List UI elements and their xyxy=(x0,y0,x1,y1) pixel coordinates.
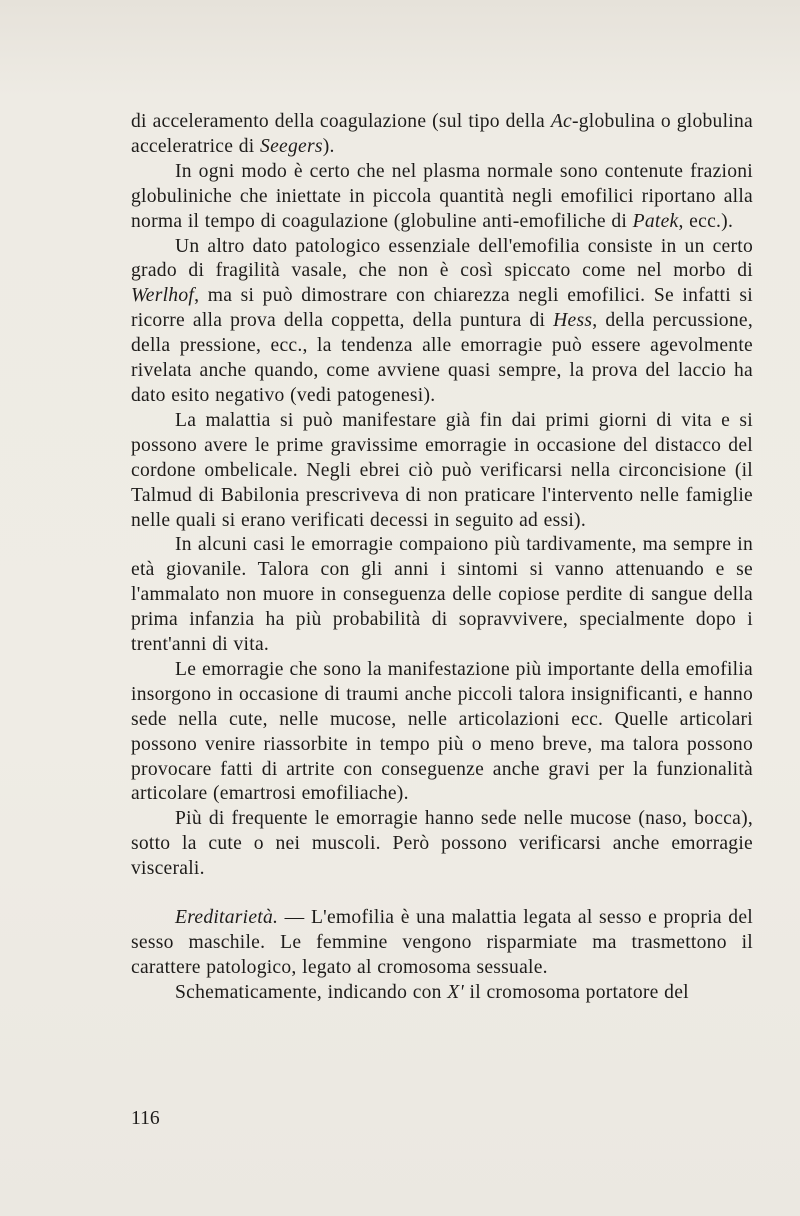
text-run: Schematicamente, indicando con xyxy=(175,981,448,1003)
text-run: Più di frequente le emorragie hanno sede nelle mucose (naso, bocca), sotto la cute o nei muscoli. Però possono verificarsi anche emorragie viscerali. xyxy=(131,808,753,880)
italic-text: Werlhof xyxy=(131,285,195,307)
text-run: , ma si può dimostrare con chiarezza negli emofilici. Se infatti si ricorre alla prova della coppetta, della puntura di xyxy=(131,285,753,332)
italic-text: Seegers xyxy=(260,135,323,157)
page-number: 116 xyxy=(131,1108,160,1129)
paragraph-schematicamente xyxy=(131,981,753,1006)
text-run: ). xyxy=(322,135,335,157)
paragraph-ereditarieta xyxy=(131,906,753,981)
paragraph-manifestazione-precoce xyxy=(131,409,753,534)
paragraph-emorragie-tardive xyxy=(131,533,753,658)
text-run: il cromosoma portatore del xyxy=(463,981,689,1003)
paragraph-manifestazione-emorragie xyxy=(131,658,753,807)
text-run: In alcuni casi le emorragie compaiono più tardivamente, ma sempre in età giovanile. Talora con gli anni i sintomi si vanno attenuando e se l'ammalato non muore in conseguenza delle copiose perdite di sangue della prima infanzia ha più probabilità di sopravvivere, specialmente dopo i trent'anni di vita. xyxy=(131,534,753,656)
text-run: , della percussione, della pressione, ecc., la tendenza alle emorragie può essere agevolmente rivelata anche quando, come avviene quasi sempre, la prova del laccio ha dato esito negativo (vedi patogenesi). xyxy=(131,310,753,406)
italic-text: Ereditarietà. xyxy=(175,907,279,929)
text-run: Le emorragie che sono la manifestazione più importante della emofilia insorgono in occasione di traumi anche piccoli talora insignificanti, e hanno sede nella cute, nelle mucose, nelle articolazioni ecc. Quelle articolari possono venire riassorbite in tempo più o meno breve, ma talora possono provocare fatti di artrite con conseguenze anche gravi per la funzionalità articolare (emartrosi emofiliache). xyxy=(131,658,753,805)
text-run: , ecc.). xyxy=(678,210,734,232)
body-text xyxy=(131,110,753,1006)
text-run: Un altro dato patologico essenziale dell'emofilia consiste in un certo grado di fragilità vasale, che non è così spiccato come nel morbo di xyxy=(131,235,753,282)
paragraph-ac-globulina xyxy=(131,110,753,160)
italic-text: Hess xyxy=(553,310,593,332)
italic-text: Patek xyxy=(632,210,679,232)
italic-text: Ac xyxy=(550,111,572,132)
text-run: In ogni modo è certo che nel plasma normale sono contenute frazioni globuliniche che iniettate in piccola quantità negli emofilici riportano alla norma il tempo di coagulazione (globuline anti-emofiliche di xyxy=(131,160,753,232)
text-run: -globulina o globulina acceleratrice di xyxy=(131,111,753,157)
paragraph-fragilita-vasale xyxy=(131,235,753,409)
text-run: La malattia si può manifestare già fin dai primi giorni di vita e si possono avere le prime gravissime emorragie in occasione del distacco del cordone ombelicale. Negli ebrei ciò può verificarsi nella circoncisione (il Talmud di Babilonia prescriveva di non praticare l'intervento nelle famiglie nelle quali si erano verificati decessi in seguito ad essi). xyxy=(131,409,753,531)
text-run: — L'emofilia è una malattia legata al sesso e propria del sesso maschile. Le femmine vengono risparmiate ma trasmettono il carattere patologico, legato al cromosoma sessuale. xyxy=(131,907,753,978)
paragraph-sede-emorragie xyxy=(131,807,753,882)
italic-text: X' xyxy=(447,981,464,1003)
paragraph-frazioni-globuliniche xyxy=(131,160,753,235)
text-run: di acceleramento della coagulazione (sul tipo della xyxy=(131,111,551,132)
